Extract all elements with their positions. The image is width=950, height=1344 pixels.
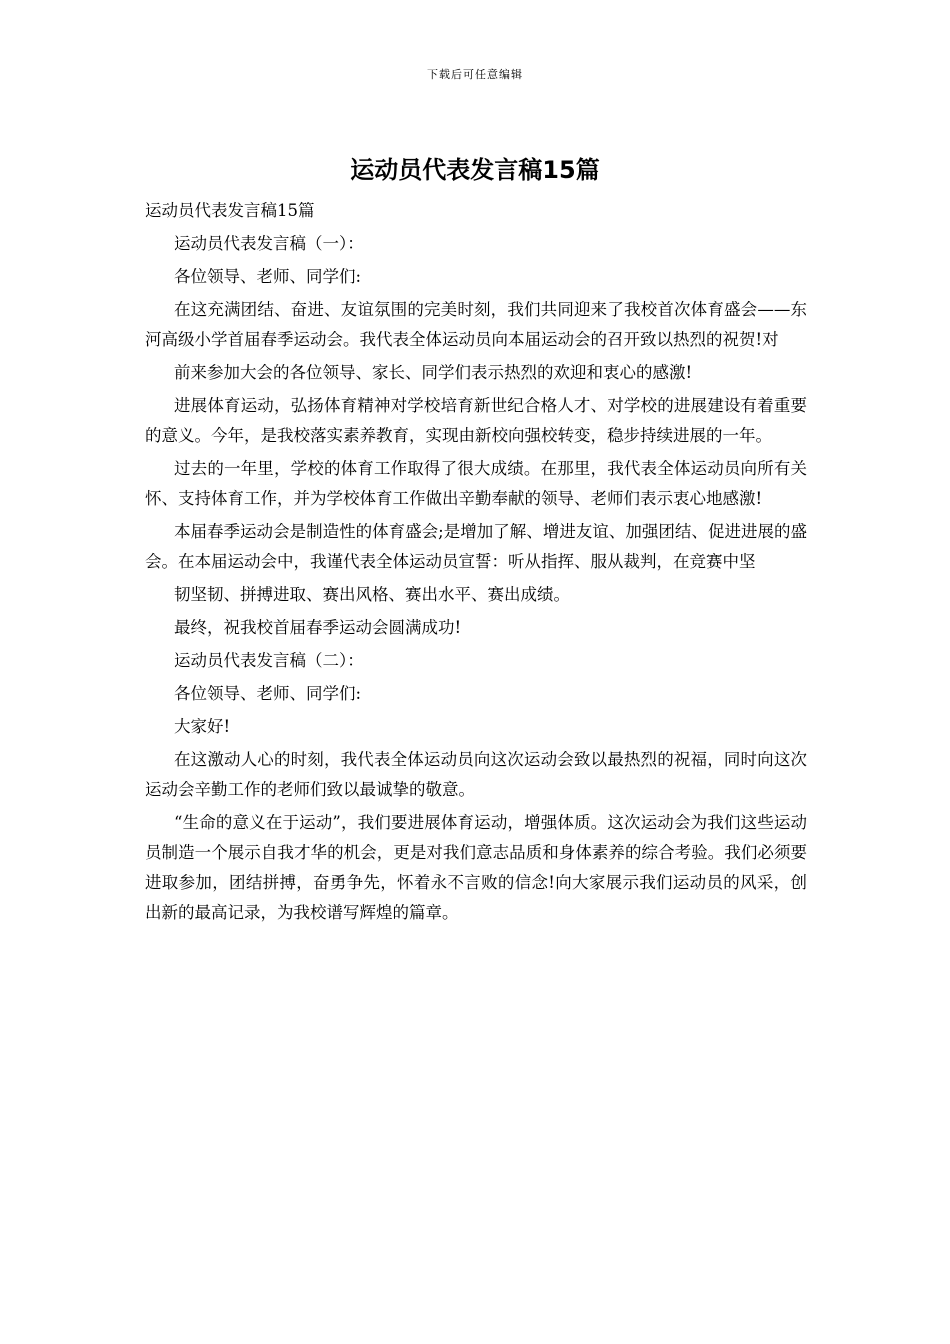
paragraph: 过去的一年里，学校的体育工作取得了很大成绩。在那里，我代表全体运动员向所有关怀、支持体育工作，并为学校体育工作做出辛勤奉献的领导、老师们表示衷心地感激!	[145, 459, 807, 508]
page-title: 运动员代表发言稿15篇	[350, 156, 600, 184]
paragraph: 前来参加大会的各位领导、家长、同学们表示热烈的欢迎和衷心的感激!	[174, 363, 693, 382]
paragraph: 大家好!	[174, 717, 231, 736]
paragraph: 运动员代表发言稿（二）：	[174, 651, 364, 670]
paragraph: 各位领导、老师、同学们:	[174, 684, 362, 703]
paragraph-subtitle: 运动员代表发言稿15篇	[145, 201, 315, 220]
paragraph: 各位领导、老师、同学们:	[174, 267, 362, 286]
header-note: 下载后可任意编辑	[427, 68, 523, 81]
paragraph: 本届春季运动会是制造性的体育盛会;是增加了解、增进友谊、加强团结、促进进展的盛会。在本届运动会中，我谨代表全体运动员宣誓：听从指挥、服从裁判，在竞赛中坚	[145, 522, 807, 571]
paragraph: 在这充满团结、奋进、友谊氛围的完美时刻，我们共同迎来了我校首次体育盛会——东河高级小学首届春季运动会。我代表全体运动员向本届运动会的召开致以热烈的祝贺!对	[145, 300, 807, 349]
paragraph: 韧坚韧、拼搏进取、赛出风格、赛出水平、赛出成绩。	[174, 585, 570, 604]
paragraph: 运动员代表发言稿（一）：	[174, 234, 364, 253]
paragraph: 进展体育运动，弘扬体育精神对学校培育新世纪合格人才、对学校的进展建设有着重要的意义。今年，是我校落实素养教育，实现由新校向强校转变，稳步持续进展的一年。	[145, 396, 807, 445]
document-body	[145, 196, 807, 931]
paragraph: 在这激动人心的时刻，我代表全体运动员向这次运动会致以最热烈的祝福，同时向这次运动会辛勤工作的老师们致以最诚挚的敬意。	[145, 750, 807, 799]
paragraph: 最终，祝我校首届春季运动会圆满成功!	[174, 618, 462, 637]
paragraph: “生命的意义在于运动”，我们要进展体育运动，增强体质。这次运动会为我们这些运动员制造一个展示自我才华的机会，更是对我们意志品质和身体素养的综合考验。我们必须要进取参加，团结拼搏，奋勇争先，怀着永不言败的信念!向大家展示我们运动员的风采，创出新的最高记录，为我校谱写辉煌的篇章。	[145, 813, 807, 922]
